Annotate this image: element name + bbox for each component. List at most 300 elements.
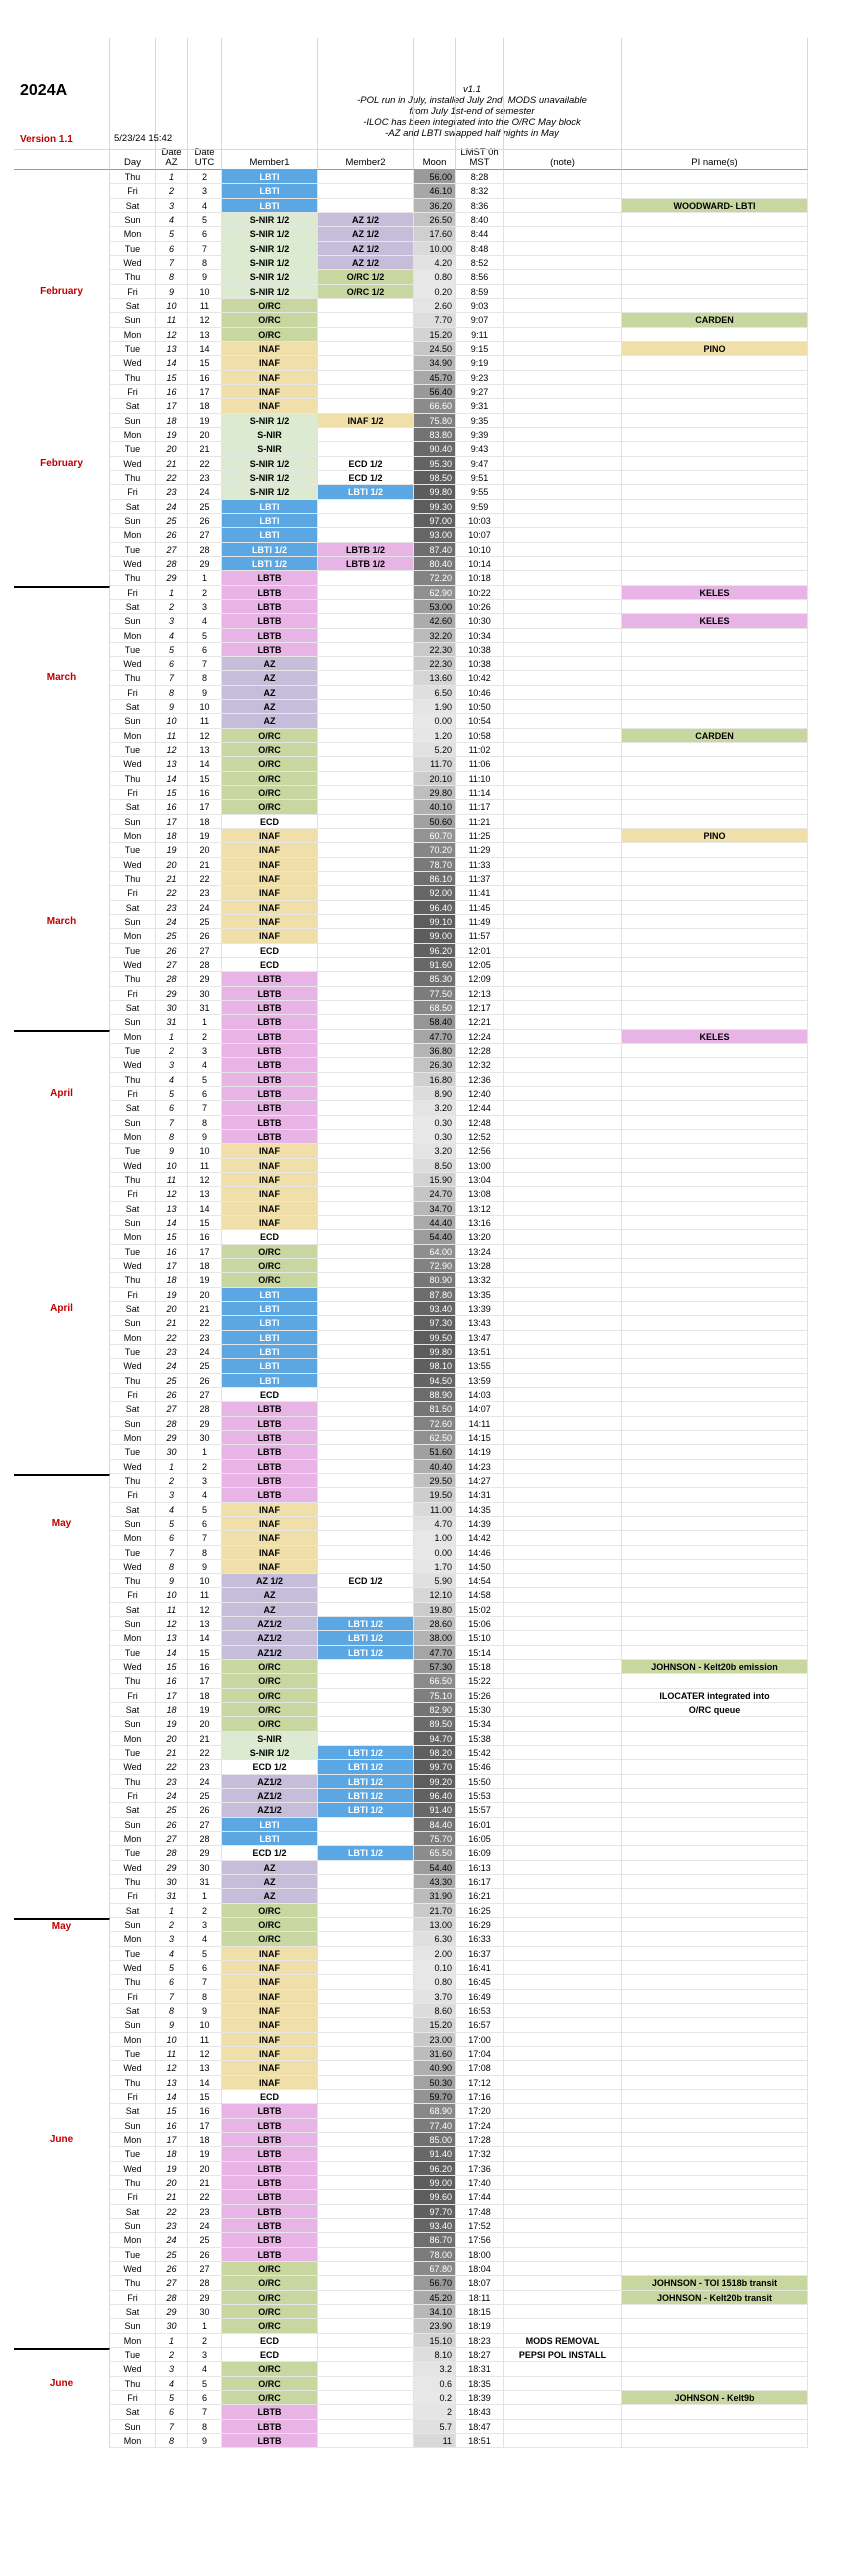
pi-cell (622, 1130, 808, 1144)
member2-cell (318, 1474, 414, 1488)
table-row (14, 485, 834, 499)
date-utc-cell: 15 (188, 1646, 222, 1660)
table-row (14, 714, 834, 728)
moon-cell: 53.00 (414, 600, 456, 614)
member2-cell (318, 2405, 414, 2419)
month-cell (14, 485, 110, 499)
pi-cell (622, 1331, 808, 1345)
month-cell (14, 800, 110, 814)
day-cell: Fri (110, 886, 156, 900)
day-cell: Tue (110, 1546, 156, 1560)
moon-cell: 84.40 (414, 1818, 456, 1832)
table-row (14, 1474, 834, 1488)
date-az-cell: 8 (156, 686, 188, 700)
date-az-cell: 10 (156, 714, 188, 728)
note-cell (504, 1445, 622, 1459)
month-cell (14, 2061, 110, 2075)
lmst-cell: 18:11 (456, 2291, 504, 2305)
moon-cell: 88.90 (414, 1388, 456, 1402)
moon-cell: 0.30 (414, 1116, 456, 1130)
member2-cell (318, 1431, 414, 1445)
date-utc-cell: 6 (188, 227, 222, 241)
day-cell: Sat (110, 1202, 156, 1216)
pi-cell (622, 815, 808, 829)
pi-cell (622, 2104, 808, 2118)
member2-cell (318, 2319, 414, 2333)
member1-cell: O/RC (222, 2362, 318, 2376)
moon-cell: 99.50 (414, 1331, 456, 1345)
table-row (14, 944, 834, 958)
date-utc-cell: 9 (188, 686, 222, 700)
date-utc-cell: 29 (188, 2291, 222, 2305)
member2-cell (318, 2233, 414, 2247)
day-cell: Wed (110, 2262, 156, 2276)
month-label: May (14, 1517, 110, 1531)
member2-cell: LBTI 1/2 (318, 1646, 414, 1660)
moon-cell: 99.30 (414, 500, 456, 514)
date-utc-cell: 24 (188, 1775, 222, 1789)
date-az-cell: 6 (156, 1975, 188, 1989)
table-row (14, 743, 834, 757)
table-row (14, 1488, 834, 1502)
moon-cell: 91.40 (414, 1803, 456, 1817)
member1-cell: INAF (222, 1173, 318, 1187)
date-az-cell: 5 (156, 1087, 188, 1101)
note-cell (504, 1603, 622, 1617)
note-cell (504, 1889, 622, 1903)
note-cell (504, 1044, 622, 1058)
day-cell: Mon (110, 227, 156, 241)
pi-cell (622, 1861, 808, 1875)
date-utc-cell: 24 (188, 901, 222, 915)
day-cell: Sat (110, 1803, 156, 1817)
day-cell: Tue (110, 442, 156, 456)
month-cell (14, 2076, 110, 2090)
lmst-cell: 16:37 (456, 1947, 504, 1961)
schedule-rows (14, 170, 834, 2448)
date-utc-cell: 19 (188, 1703, 222, 1717)
lmst-cell: 18:39 (456, 2391, 504, 2405)
day-cell: Sun (110, 213, 156, 227)
day-cell: Mon (110, 428, 156, 442)
date-az-cell: 12 (156, 743, 188, 757)
date-utc-cell: 10 (188, 285, 222, 299)
pi-cell (622, 242, 808, 256)
moon-cell: 7.70 (414, 313, 456, 327)
pi-cell (622, 1588, 808, 1602)
lmst-cell: 15:42 (456, 1746, 504, 1760)
lmst-cell: 9:51 (456, 471, 504, 485)
member1-cell: LBTB (222, 1116, 318, 1130)
note-cell (504, 213, 622, 227)
date-az-cell: 10 (156, 2033, 188, 2047)
day-cell: Wed (110, 1660, 156, 1674)
member1-cell: AZ1/2 (222, 1775, 318, 1789)
date-utc-cell: 18 (188, 815, 222, 829)
pi-cell: JOHNSON - TOI 1518b transit (622, 2276, 808, 2290)
note-cell (504, 2362, 622, 2376)
member1-cell: INAF (222, 2061, 318, 2075)
date-az-cell: 25 (156, 1803, 188, 1817)
pi-cell (622, 1431, 808, 1445)
moon-cell: 2.00 (414, 1947, 456, 1961)
day-cell: Thu (110, 2276, 156, 2290)
note-cell (504, 1918, 622, 1932)
member1-cell: LBTI (222, 1302, 318, 1316)
member2-cell (318, 170, 414, 184)
date-utc-cell: 26 (188, 2248, 222, 2262)
note-cell (504, 1961, 622, 1975)
month-cell (14, 2348, 110, 2362)
date-utc-cell: 20 (188, 428, 222, 442)
note-cell (504, 1245, 622, 1259)
note-cell (504, 1488, 622, 1502)
moon-cell: 99.00 (414, 2176, 456, 2190)
pi-cell (622, 1230, 808, 1244)
member2-cell (318, 1187, 414, 1201)
date-az-cell: 17 (156, 1259, 188, 1273)
date-utc-cell: 10 (188, 1144, 222, 1158)
pi-cell (622, 1904, 808, 1918)
member1-cell: S-NIR 1/2 (222, 1746, 318, 1760)
table-row (14, 1259, 834, 1273)
date-az-cell: 17 (156, 815, 188, 829)
date-az-cell: 11 (156, 313, 188, 327)
member1-cell: O/RC (222, 1717, 318, 1731)
member1-cell: S-NIR 1/2 (222, 213, 318, 227)
date-az-cell: 3 (156, 1058, 188, 1072)
moon-cell: 58.40 (414, 1015, 456, 1029)
month-cell (14, 2018, 110, 2032)
member2-cell (318, 571, 414, 585)
table-row (14, 1144, 834, 1158)
member1-cell: LBTB (222, 1044, 318, 1058)
member1-cell: O/RC (222, 313, 318, 327)
lmst-cell: 16:05 (456, 1832, 504, 1846)
lmst-cell: 8:28 (456, 170, 504, 184)
date-utc-cell: 1 (188, 1015, 222, 1029)
note-cell (504, 729, 622, 743)
moon-cell: 2.60 (414, 299, 456, 313)
month-cell (14, 557, 110, 571)
pi-cell (622, 1775, 808, 1789)
pi-cell (622, 1631, 808, 1645)
month-cell (14, 1001, 110, 1015)
note-cell (504, 1818, 622, 1832)
month-cell (14, 1345, 110, 1359)
moon-cell: 66.50 (414, 1674, 456, 1688)
note-cell (504, 414, 622, 428)
table-row (14, 1073, 834, 1087)
day-cell: Sun (110, 1216, 156, 1230)
member1-cell: LBTB (222, 1402, 318, 1416)
member1-cell: AZ (222, 714, 318, 728)
member1-cell: O/RC (222, 772, 318, 786)
note-cell (504, 714, 622, 728)
date-utc-cell: 10 (188, 700, 222, 714)
month-cell (14, 1646, 110, 1660)
table-row (14, 1503, 834, 1517)
moon-cell: 20.10 (414, 772, 456, 786)
member1-cell: O/RC (222, 1932, 318, 1946)
date-az-cell: 24 (156, 1789, 188, 1803)
member2-cell: AZ 1/2 (318, 213, 414, 227)
date-utc-cell: 24 (188, 1345, 222, 1359)
day-cell: Sun (110, 1818, 156, 1832)
date-az-cell: 12 (156, 1187, 188, 1201)
date-az-cell: 5 (156, 227, 188, 241)
moon-cell: 68.50 (414, 1001, 456, 1015)
date-az-cell: 28 (156, 1846, 188, 1860)
table-row (14, 1732, 834, 1746)
member2-cell (318, 786, 414, 800)
lmst-cell: 15:10 (456, 1631, 504, 1645)
table-row (14, 2434, 834, 2448)
month-cell (14, 1273, 110, 1287)
member2-cell (318, 1101, 414, 1115)
note-cell (504, 328, 622, 342)
member2-cell (318, 442, 414, 456)
moon-cell: 67.80 (414, 2262, 456, 2276)
note-cell (504, 313, 622, 327)
pi-cell (622, 1187, 808, 1201)
member2-cell (318, 858, 414, 872)
month-cell (14, 972, 110, 986)
lmst-cell: 13:43 (456, 1316, 504, 1330)
member1-cell: LBTB (222, 2147, 318, 2161)
member2-cell (318, 1689, 414, 1703)
lmst-cell: 15:06 (456, 1617, 504, 1631)
moon-cell: 26.50 (414, 213, 456, 227)
lmst-cell: 10:07 (456, 528, 504, 542)
table-row (14, 1660, 834, 1674)
member1-cell: LBTB (222, 1015, 318, 1029)
month-cell (14, 2291, 110, 2305)
table-row (14, 901, 834, 915)
date-az-cell: 4 (156, 1947, 188, 1961)
moon-cell: 43.30 (414, 1875, 456, 1889)
moon-cell: 56.40 (414, 385, 456, 399)
member1-cell: INAF (222, 1202, 318, 1216)
lmst-cell: 10:38 (456, 657, 504, 671)
moon-cell: 56.70 (414, 2276, 456, 2290)
month-cell (14, 600, 110, 614)
moon-cell: 2 (414, 2405, 456, 2419)
pi-cell (622, 1932, 808, 1946)
moon-cell: 92.00 (414, 886, 456, 900)
lmst-cell: 17:00 (456, 2033, 504, 2047)
member2-cell (318, 772, 414, 786)
table-row (14, 1717, 834, 1731)
date-utc-cell: 11 (188, 299, 222, 313)
lmst-cell: 11:17 (456, 800, 504, 814)
month-cell (14, 385, 110, 399)
moon-cell: 22.30 (414, 657, 456, 671)
month-cell (14, 1431, 110, 1445)
moon-cell: 85.30 (414, 972, 456, 986)
note-cell (504, 270, 622, 284)
day-cell: Fri (110, 2391, 156, 2405)
member2-cell: LBTB 1/2 (318, 557, 414, 571)
table-row (14, 1230, 834, 1244)
pi-cell (622, 356, 808, 370)
pi-cell (622, 2205, 808, 2219)
member1-cell: LBTB (222, 1001, 318, 1015)
lmst-cell: 12:56 (456, 1144, 504, 1158)
member1-cell: LBTB (222, 2248, 318, 2262)
day-cell: Sun (110, 414, 156, 428)
date-utc-cell: 21 (188, 2176, 222, 2190)
pi-cell (622, 1746, 808, 1760)
date-az-cell: 4 (156, 629, 188, 643)
day-cell: Sat (110, 1302, 156, 1316)
note-cell (504, 858, 622, 872)
pi-cell (622, 2377, 808, 2391)
day-cell: Mon (110, 929, 156, 943)
month-cell (14, 1288, 110, 1302)
date-utc-cell: 19 (188, 1273, 222, 1287)
member1-cell: AZ1/2 (222, 1617, 318, 1631)
note-cell (504, 1631, 622, 1645)
date-az-cell: 10 (156, 299, 188, 313)
date-az-cell: 11 (156, 1173, 188, 1187)
note-line: -ILOC has been integrated into the O/RC May block (363, 117, 581, 128)
table-row (14, 2262, 834, 2276)
moon-cell: 10.00 (414, 242, 456, 256)
note-cell (504, 786, 622, 800)
day-cell: Tue (110, 2348, 156, 2362)
member2-cell (318, 2190, 414, 2204)
member2-cell (318, 1058, 414, 1072)
note-cell (504, 1546, 622, 1560)
month-cell (14, 1975, 110, 1989)
date-utc-cell: 23 (188, 471, 222, 485)
pi-cell (622, 1947, 808, 1961)
member2-cell (318, 1216, 414, 1230)
lmst-cell: 8:40 (456, 213, 504, 227)
date-az-cell: 15 (156, 1230, 188, 1244)
member2-cell (318, 1073, 414, 1087)
table-row (14, 1689, 834, 1703)
date-utc-cell: 20 (188, 1288, 222, 1302)
lmst-cell: 10:42 (456, 671, 504, 685)
date-utc-cell: 25 (188, 1359, 222, 1373)
date-utc-cell: 16 (188, 786, 222, 800)
note-cell: MODS REMOVAL (504, 2334, 622, 2348)
pi-cell (622, 1460, 808, 1474)
table-row (14, 356, 834, 370)
pi-cell (622, 901, 808, 915)
member1-cell: O/RC (222, 1259, 318, 1273)
note-cell (504, 886, 622, 900)
note-cell (504, 629, 622, 643)
note-cell (504, 2090, 622, 2104)
date-utc-cell: 23 (188, 1760, 222, 1774)
month-cell (14, 714, 110, 728)
member2-cell (318, 1374, 414, 1388)
member1-cell: ECD (222, 1230, 318, 1244)
table-row (14, 629, 834, 643)
pi-cell (622, 1603, 808, 1617)
member1-cell: O/RC (222, 1689, 318, 1703)
pi-cell: WOODWARD- LBTI (622, 199, 808, 213)
date-az-cell: 7 (156, 1546, 188, 1560)
table-row (14, 1015, 834, 1029)
member1-cell: LBTI (222, 1374, 318, 1388)
member1-cell: LBTB (222, 571, 318, 585)
day-cell: Tue (110, 944, 156, 958)
pi-cell (622, 2219, 808, 2233)
pi-cell (622, 1674, 808, 1688)
table-row (14, 514, 834, 528)
month-cell (14, 1904, 110, 1918)
moon-cell: 45.70 (414, 371, 456, 385)
day-cell: Sat (110, 800, 156, 814)
date-utc-cell: 9 (188, 1560, 222, 1574)
note-cell (504, 1273, 622, 1287)
day-cell: Wed (110, 457, 156, 471)
moon-cell: 34.90 (414, 356, 456, 370)
month-cell (14, 1674, 110, 1688)
member2-cell (318, 757, 414, 771)
lmst-cell: 12:32 (456, 1058, 504, 1072)
date-az-cell: 27 (156, 543, 188, 557)
lmst-cell: 9:55 (456, 485, 504, 499)
day-cell: Mon (110, 2033, 156, 2047)
date-utc-cell: 3 (188, 600, 222, 614)
lmst-cell: 10:26 (456, 600, 504, 614)
pi-cell (622, 600, 808, 614)
table-row (14, 1861, 834, 1875)
lmst-cell: 14:58 (456, 1588, 504, 1602)
pi-cell (622, 1245, 808, 1259)
pi-cell (622, 543, 808, 557)
table-row (14, 1216, 834, 1230)
lmst-cell: 10:34 (456, 629, 504, 643)
pi-cell (622, 1316, 808, 1330)
member2-cell (318, 1703, 414, 1717)
date-utc-cell: 22 (188, 1316, 222, 1330)
month-cell (14, 2420, 110, 2434)
table-row (14, 886, 834, 900)
member2-cell (318, 313, 414, 327)
date-az-cell: 6 (156, 657, 188, 671)
note-cell (504, 2033, 622, 2047)
day-cell: Thu (110, 170, 156, 184)
lmst-cell: 8:48 (456, 242, 504, 256)
member2-cell (318, 2061, 414, 2075)
pi-cell (622, 571, 808, 585)
member2-cell (318, 2291, 414, 2305)
member1-cell: O/RC (222, 2391, 318, 2405)
table-row (14, 1445, 834, 1459)
member2-cell (318, 1531, 414, 1545)
member1-cell: INAF (222, 1990, 318, 2004)
lmst-cell: 8:32 (456, 184, 504, 198)
day-cell: Tue (110, 1245, 156, 1259)
lmst-cell: 15:53 (456, 1789, 504, 1803)
month-cell (14, 1603, 110, 1617)
month-cell (14, 1875, 110, 1889)
note-cell (504, 958, 622, 972)
note-cell (504, 1374, 622, 1388)
member2-cell (318, 1402, 414, 1416)
date-az-cell: 25 (156, 929, 188, 943)
pi-cell: JOHNSON - Kelt20b emission (622, 1660, 808, 1674)
date-az-cell: 7 (156, 2420, 188, 2434)
member1-cell: S-NIR 1/2 (222, 471, 318, 485)
month-cell (14, 399, 110, 413)
